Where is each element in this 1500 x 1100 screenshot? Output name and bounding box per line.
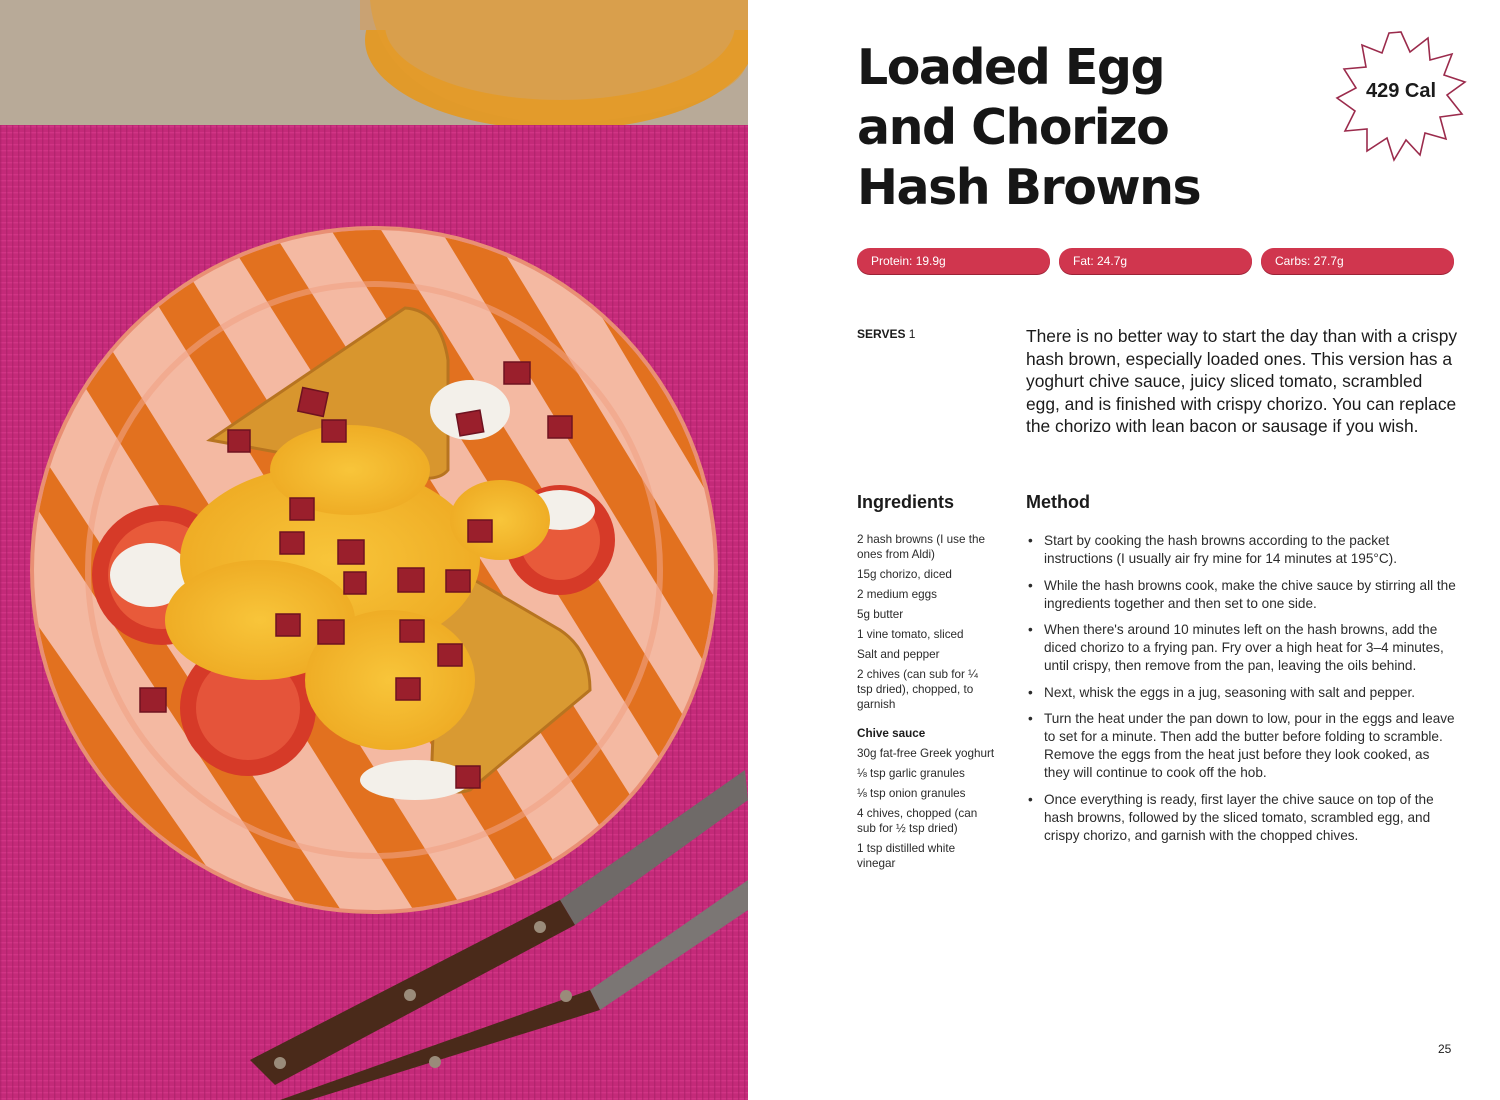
method-step: • Once everything is ready, first layer the chive sauce on top of the hash browns, followed by the sliced tomato, scrambled egg, and crispy chorizo, and garnish with the chopped chives. (1028, 791, 1456, 845)
ingredients-list (857, 532, 995, 717)
recipe-title (857, 38, 1200, 218)
serves-value: 1 (905, 327, 916, 341)
food-photo (0, 0, 748, 1100)
ingredient-item: 15g chorizo, diced (857, 568, 952, 581)
recipe-intro: There is no better way to start the day than with a crispy hash brown, especially loaded ones. This version has a yoghurt chive sauce, juicy sliced tomato, scrambled egg, and is finished with crispy chorizo. You can replace the chorizo with lean bacon or sausage if you wish. (1026, 326, 1458, 437)
ingredient-item: 2 chives (can sub for ¼ tsp dried), chopped, to garnish (857, 668, 978, 711)
carbs-badge: Carbs: 27.7g (1261, 248, 1454, 274)
ingredient-item: 30g fat-free Greek yoghurt (857, 747, 995, 760)
title-line: and Chorizo (857, 99, 1169, 156)
title-line: Loaded Egg (857, 39, 1165, 96)
serves-info (857, 327, 915, 341)
protein-badge: Protein: 19.9g (857, 248, 1050, 274)
ingredient-item: 4 chives, chopped (can sub for ½ tsp dried) (857, 807, 978, 835)
ingredients-heading: Ingredients (857, 492, 955, 512)
page-number: 25 (1438, 1042, 1452, 1056)
method-step: • While the hash browns cook, make the chive sauce by stirring all the ingredients together and then set to one side. (1028, 577, 1456, 613)
ingredient-item: 2 medium eggs (857, 588, 937, 601)
method-step: • Start by cooking the hash browns according to the packet instructions (I usually air fry mine for 14 minutes at 195°C). (1028, 532, 1456, 568)
ingredient-item: ⅛ tsp onion granules (857, 787, 966, 800)
chive-sauce-heading: Chive sauce (857, 727, 926, 740)
method-heading: Method (1026, 492, 1090, 512)
ingredient-item: 1 vine tomato, sliced (857, 628, 964, 641)
fat-badge: Fat: 24.7g (1059, 248, 1252, 274)
method-steps (1028, 532, 1456, 854)
serves-label: SERVES (857, 327, 906, 341)
calorie-count: 429 Cal (1365, 80, 1437, 102)
method-step: • Turn the heat under the pan down to low, pour in the eggs and leave to set for a minute. Then add the butter before folding to scramble. Remove the eggs from the heat just before they look cooked, as they will continue to cook off the hob. (1028, 710, 1456, 782)
ingredient-item: 5g butter (857, 608, 904, 621)
ingredient-item: Salt and pepper (857, 648, 940, 661)
ingredient-item: 2 hash browns (I use the ones from Aldi) (857, 533, 985, 561)
method-step: • Next, whisk the eggs in a jug, seasoning with salt and pepper. (1028, 684, 1456, 702)
method-step: • When there's around 10 minutes left on the hash browns, add the diced chorizo to a frying pan. Fry over a high heat for 3–4 minutes, until crispy, then remove from the pan, leaving the oils behind. (1028, 621, 1456, 675)
ingredient-item: ⅛ tsp garlic granules (857, 767, 965, 780)
title-line: Hash Browns (857, 159, 1201, 216)
chive-sauce-list (857, 746, 995, 876)
ingredient-item: 1 tsp distilled white vinegar (857, 842, 956, 870)
